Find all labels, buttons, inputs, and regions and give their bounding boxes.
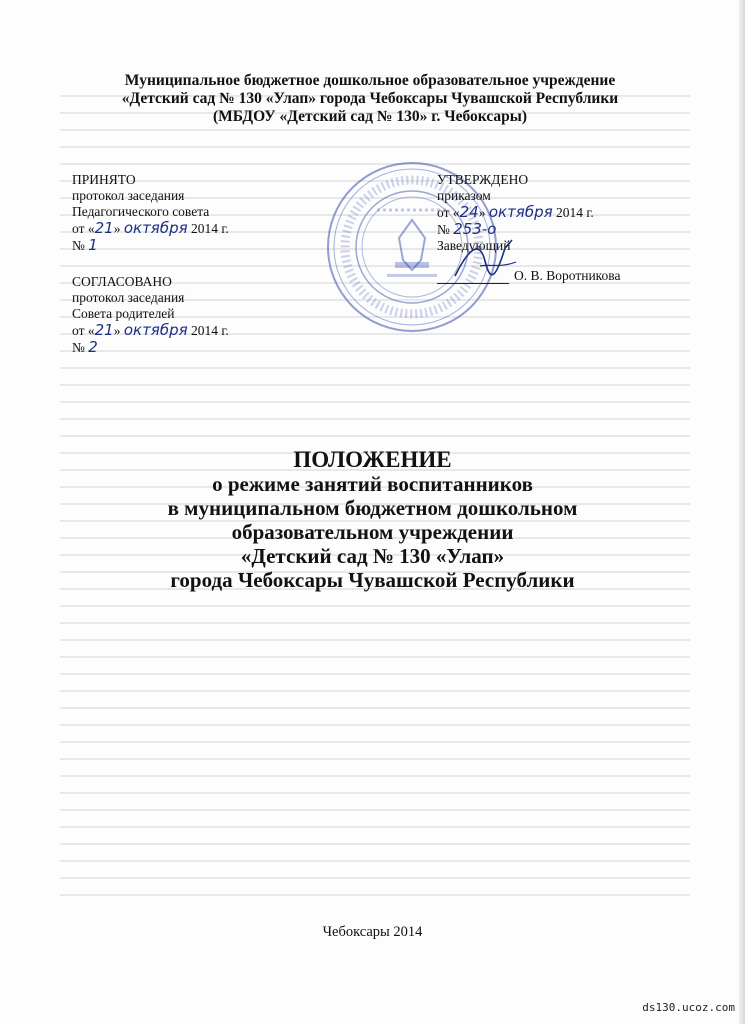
accepted-date: [72, 220, 312, 237]
date-year: 2014 г.: [191, 221, 229, 236]
accepted-line-2: Педагогического совета: [72, 204, 210, 219]
date-prefix: от «: [72, 221, 95, 236]
title-line-3: в муниципальном бюджетном дошкольном: [167, 496, 578, 520]
number-prefix: №: [72, 238, 85, 253]
agreed-title: СОГЛАСОВАНО: [72, 274, 172, 289]
handwritten-day: 24: [459, 203, 479, 221]
date-year: 2014 г.: [556, 205, 594, 220]
signer-name: О. В. Воротникова: [514, 268, 621, 283]
title-line-1: ПОЛОЖЕНИЕ: [293, 447, 452, 472]
title-line-6: города Чебоксары Чувашской Республики: [170, 568, 575, 592]
handwritten-number: 2: [88, 338, 98, 356]
agreed-number: [72, 339, 312, 356]
date-mid: »: [113, 221, 121, 236]
approved-date: [437, 204, 677, 221]
date-mid: »: [478, 205, 486, 220]
document-title: [60, 448, 685, 592]
site-watermark: ds130.ucoz.com: [642, 1001, 735, 1014]
number-prefix: №: [437, 222, 450, 237]
accepted-title: ПРИНЯТО: [72, 172, 136, 187]
handwritten-day: 21: [94, 321, 114, 339]
date-mid: »: [113, 323, 121, 338]
handwritten-number: 253-о: [453, 220, 497, 238]
handwritten-month: октября: [123, 219, 188, 237]
title-line-4: образовательном учреждении: [231, 520, 514, 544]
agreed-line-1: протокол заседания: [72, 290, 185, 305]
header-line-2: «Детский сад № 130 «Улап» города Чебоксары Чувашской Республики: [121, 90, 619, 107]
handwritten-month: октября: [123, 321, 188, 339]
date-prefix: от «: [72, 323, 95, 338]
page-edge-shadow: [739, 0, 745, 1024]
signature-line: [437, 283, 509, 284]
approved-position: Заведующий: [437, 238, 511, 253]
institution-header: [60, 72, 680, 126]
approval-left: [72, 172, 312, 356]
title-line-2: о режиме занятий воспитанников: [212, 472, 533, 496]
date-year: 2014 г.: [191, 323, 229, 338]
handwritten-number: 1: [88, 236, 98, 254]
title-line-5: «Детский сад № 130 «Улап»: [240, 544, 505, 568]
director-signature: [450, 236, 520, 286]
number-prefix: №: [72, 340, 85, 355]
agreed-line-2: Совета родителей: [72, 306, 175, 321]
accepted-number: [72, 237, 312, 254]
approved-line-1: приказом: [437, 188, 491, 203]
city-year: Чебоксары 2014: [322, 924, 423, 940]
header-line-3: (МБДОУ «Детский сад № 130» г. Чебоксары): [212, 108, 528, 125]
approved-title: УТВЕРЖДЕНО: [437, 172, 529, 187]
header-line-1: Муниципальное бюджетное дошкольное образовательное учреждение: [124, 72, 616, 89]
agreed-date: [72, 322, 312, 339]
date-prefix: от «: [437, 205, 460, 220]
accepted-line-1: протокол заседания: [72, 188, 185, 203]
handwritten-day: 21: [94, 219, 114, 237]
handwritten-month: октября: [488, 203, 553, 221]
